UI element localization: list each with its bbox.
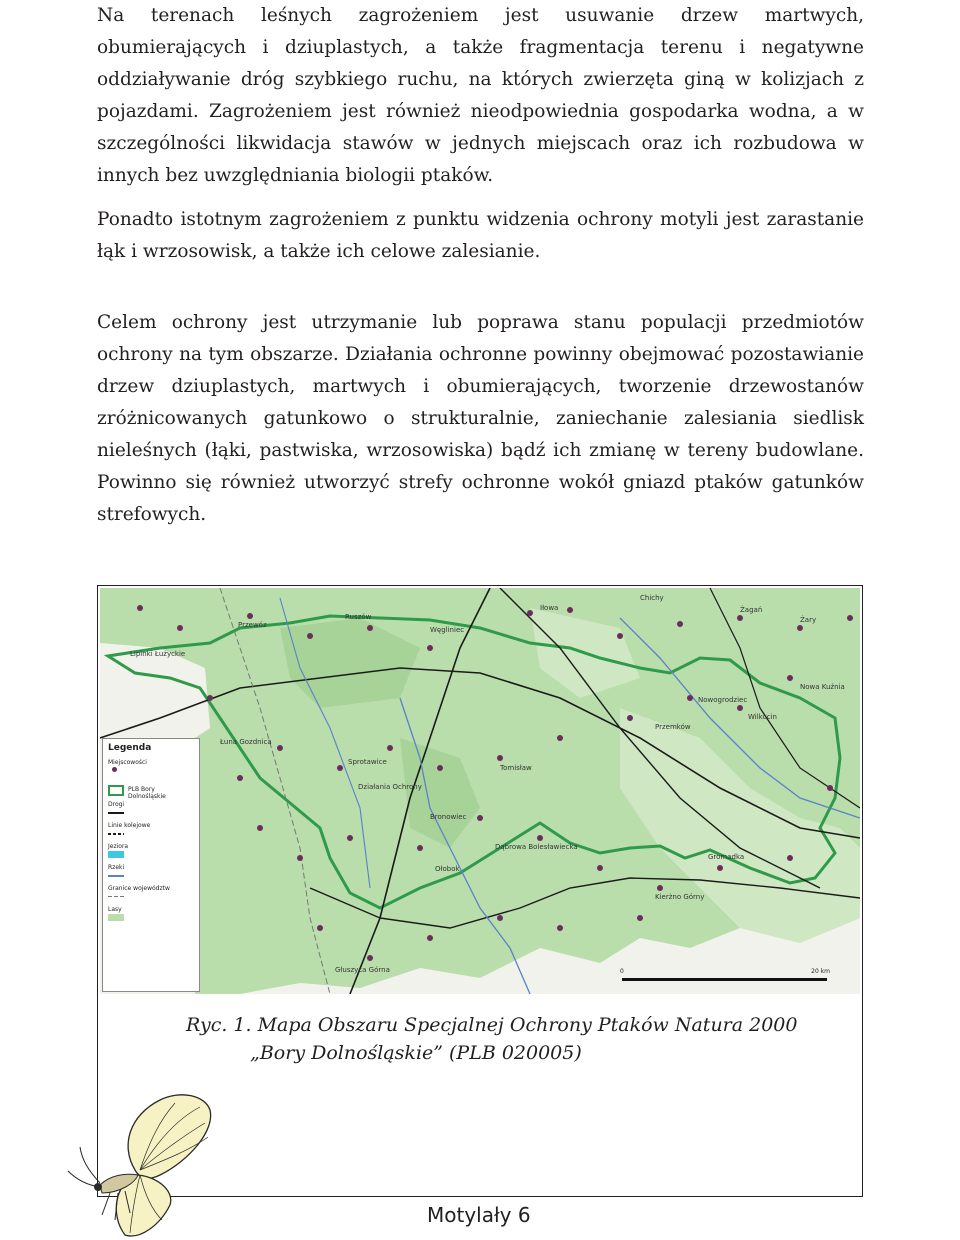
place-label: Lipinki Łużyckie [130,650,186,658]
map-legend [102,738,200,992]
legend-item-towns [108,759,194,780]
scale-start: 0 [620,968,624,975]
caption-line-1: Ryc. 1. Mapa Obszaru Specjalnej Ochrony Ptaków Natura 2000 [186,1014,798,1036]
place-label: Ołobok [435,865,460,873]
legend-item-spa [108,780,194,801]
paragraph-threats-butterflies: Ponadto istotnym zagrożeniem z punktu widzenia ochrony motyli jest zarastanie łąk i wrzosowisk, a także ich celowe zalesianie. [97,209,864,262]
map-image [100,588,860,994]
forest-swatch-icon [108,914,124,921]
paragraph-conservation-goals: Celem ochrony jest utrzymanie lub poprawa stanu populacji przedmiotów ochrony na tym obszarze. Działania ochronne powinny obejmować pozostawianie drzew dziuplastych, martwych i obumierających, tworzenie drzewostanów zróżnicowanych gatunkowo o strukturalnie, zaniechanie zalesiania siedlisk nieleśnych (łąki, pastwiska, wrzosowiska) bądź ich zmianę w tereny budowlane. Powinno się również utworzyć strefy ochronne wokół gniazd ptaków gatunków strefowych. [97,312,864,525]
map-scale-bar [620,968,830,988]
place-label: Działania Ochrony [358,783,422,791]
place-label: Nowogrodziec [698,696,748,704]
place-label: Przemków [655,723,691,731]
place-label: Żary [800,616,817,624]
place-label: Łuna Gozdnica [220,738,272,746]
river-line-icon [108,875,124,877]
legend-label: PLB Bory Dolnośląskie [128,786,166,800]
place-label: Dąbrowa Bolesławiecka [495,843,578,851]
legend-label: Miejscowości [108,759,147,766]
place-label: Bronowiec [430,813,467,821]
town-dot-icon [112,767,117,772]
legend-item-roads [108,801,194,822]
legend-label: Linie kolejowe [108,822,151,829]
page-footer: Motylały 6 [427,1203,531,1227]
scale-line [622,978,827,981]
legend-label: Rzeki [108,864,125,871]
legend-item-rail [108,822,194,843]
legend-item-border [108,885,194,906]
legend-label: Lasy [108,906,122,913]
place-label: Kierżno Górny [655,893,705,901]
place-label: Iłowa [540,604,559,612]
place-label: Wilkocin [748,713,777,721]
place-label: Sprotawice [348,758,387,766]
border-line-icon [108,896,124,897]
place-label: Tomisław [500,764,532,772]
place-label: Przewóz [238,621,267,629]
place-label: Ruszów [345,613,372,621]
legend-item-lakes [108,843,194,864]
road-line-icon [108,812,124,814]
figure-caption [186,1011,826,1067]
scale-end: 20 km [811,968,830,975]
legend-label: Jeziora [108,843,129,850]
map-graphic [100,588,860,994]
legend-label: Drogi [108,801,125,808]
place-label: Nowa Kuźnia [800,683,845,691]
lake-swatch-icon [108,851,124,858]
place-label: Głuszyca Górna [335,966,390,974]
caption-line-2: „Bory Dolnośląskie” (PLB 020005) [250,1042,582,1064]
legend-item-forest [108,906,194,927]
place-label: Węgliniec [430,626,465,634]
legend-title: Legenda [108,743,152,753]
legend-label: Granice województw [108,885,170,892]
paragraph-threats-forest: Na terenach leśnych zagrożeniem jest usuwanie drzew martwych, obumierających i dziuplastych, a także fragmentacja terenu i negatywne oddziaływanie dróg szybkiego ruchu, na których zwierzęta giną w kolizjach z pojazdami. Zagrożeniem jest również nieodpowiednia gospodarka wodna, a w szczególności likwidacja stawów w jednych miejscach oraz ich rozbudowa w innych bez uwzględniania biologii ptaków. [97,5,864,186]
butterfly-illustration [40,1075,215,1240]
boundary-swatch-icon [108,785,124,796]
rail-line-icon [108,833,124,835]
place-label: Gromadka [708,853,745,861]
place-label: Chichy [640,594,664,602]
legend-item-rivers [108,864,194,885]
place-label: Żagań [740,606,763,614]
